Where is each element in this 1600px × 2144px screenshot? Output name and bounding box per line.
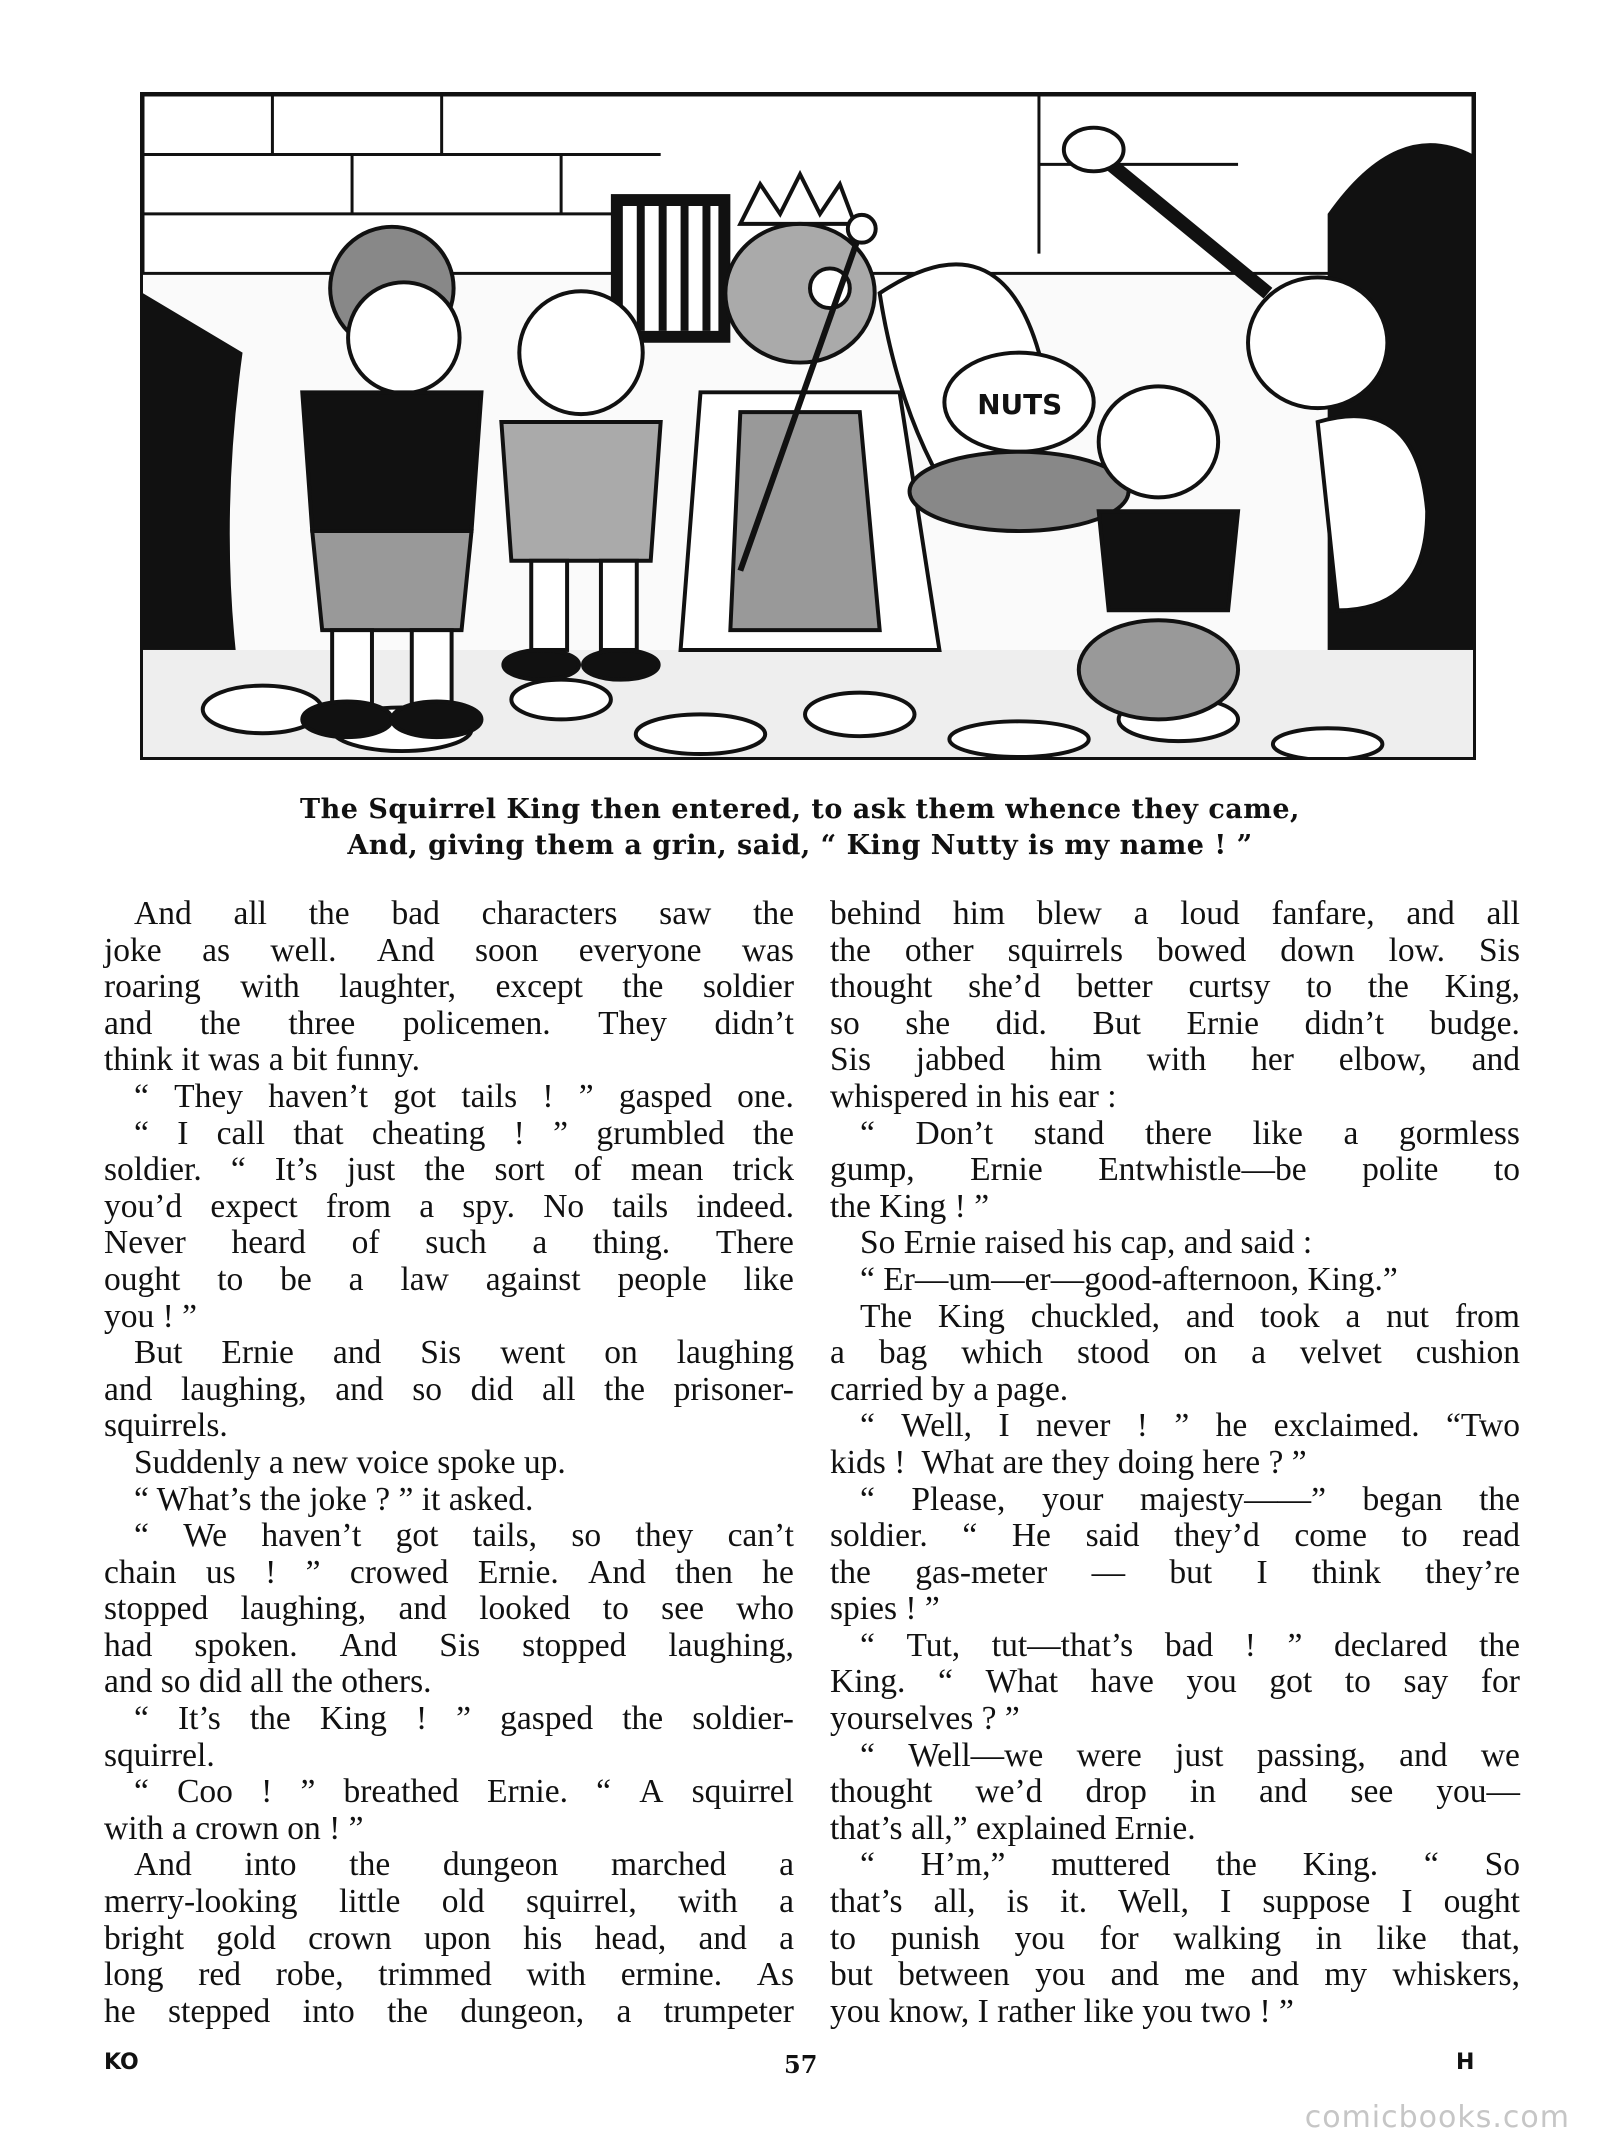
text-line: joke as well. And soon everyone was [104, 931, 794, 969]
text-line: the other squirrels bowed down low. Sis [830, 931, 1520, 969]
text-line: but between you and me and my whiskers, [830, 1956, 1520, 1994]
text-line: King. “ What have you got to say for [830, 1663, 1520, 1701]
illustration-drawing [143, 95, 1473, 757]
footer-left-mark: KO [104, 2050, 139, 2075]
text-line: you know, I rather like you two ! ” [830, 1992, 1294, 2030]
text-line: “ Don’t stand there like a gormless [860, 1114, 1520, 1152]
text-line: “ Coo ! ” breathed Ernie. “ A squirrel [134, 1773, 794, 1811]
text-line: with a crown on ! ” [104, 1809, 364, 1847]
text-line: roaring with laughter, except the soldier [104, 968, 794, 1006]
text-line: “ Er—um—er—good-afternoon, King.” [860, 1260, 1398, 1298]
text-line: and laughing, and so did all the prisoner- [104, 1370, 794, 1408]
footer-right-mark: H [1456, 2050, 1475, 2075]
text-line: thought we’d drop in and see you— [830, 1773, 1520, 1811]
watermark: comicbooks.com [1304, 2100, 1570, 2135]
text-line: think it was a bit funny. [104, 1041, 421, 1079]
page-number: 57 [784, 2050, 818, 2079]
text-line: ought to be a law against people like [104, 1260, 794, 1298]
text-line: Never heard of such a thing. There [104, 1224, 794, 1262]
text-line: the gas-meter — but I think they’re [830, 1553, 1520, 1591]
text-line: So Ernie raised his cap, and said : [860, 1224, 1313, 1262]
text-line: soldier. “ He said they’d come to read [830, 1517, 1520, 1555]
text-line: Suddenly a new voice spoke up. [134, 1443, 566, 1481]
sis-figure [501, 291, 660, 679]
text-line: kids ! What are they doing here ? ” [830, 1443, 1307, 1481]
text-line: “ Well—we were just passing, and we [860, 1736, 1520, 1774]
text-line: behind him blew a loud fanfare, and all [830, 895, 1520, 932]
text-line: gump, Ernie Entwhistle—be polite to [830, 1151, 1520, 1189]
text-line: carried by a page. [830, 1370, 1069, 1408]
text-line: and so did all the others. [104, 1663, 432, 1701]
text-line: Sis jabbed him with her elbow, and [830, 1041, 1520, 1079]
text-line: so she did. But Ernie didn’t budge. [830, 1004, 1520, 1042]
text-line: that’s all, is it. Well, I suppose I ought [830, 1883, 1520, 1921]
text-line: “ What’s the joke ? ” it asked. [134, 1480, 534, 1518]
text-line: to punish you for walking in like that, [830, 1919, 1520, 1957]
text-line: you’d expect from a spy. No tails indeed. [104, 1187, 794, 1225]
text-line: bright gold crown upon his head, and a [104, 1919, 794, 1957]
text-line: “ Well, I never ! ” he exclaimed. “Two [860, 1407, 1520, 1445]
text-line: “ They haven’t got tails ! ” gasped one. [134, 1077, 794, 1115]
text-line: And all the bad characters saw the [134, 895, 794, 932]
text-line: And into the dungeon marched a [134, 1846, 794, 1884]
text-line: whispered in his ear : [830, 1077, 1117, 1115]
caption-line: The Squirrel King then entered, to ask them whence they came, [300, 794, 1300, 825]
text-line: “ We haven’t got tails, so they can’t [134, 1517, 794, 1555]
text-line: and the three policemen. They didn’t [104, 1004, 794, 1042]
text-line: spies ! ” [830, 1590, 940, 1628]
text-line: soldier. “ It’s just the sort of mean trick [104, 1151, 794, 1189]
text-line: merry-looking little old squirrel, with a [104, 1883, 794, 1921]
text-line: But Ernie and Sis went on laughing [134, 1334, 794, 1372]
text-line: “ Tut, tut—that’s bad ! ” declared the [860, 1626, 1520, 1664]
text-line: “ It’s the King ! ” gasped the soldier- [134, 1700, 794, 1738]
text-line: a bag which stood on a velvet cushion [830, 1334, 1520, 1372]
dungeon-illustration [140, 92, 1476, 760]
text-line: had spoken. And Sis stopped laughing, [104, 1626, 794, 1664]
text-line: thought she’d better curtsy to the King, [830, 968, 1520, 1006]
text-line: you ! ” [104, 1297, 198, 1335]
text-line: squirrel. [104, 1736, 215, 1774]
text-line: the King ! ” [830, 1187, 990, 1225]
illustration-caption [200, 792, 1400, 864]
text-line: “ Please, your majesty——” began the [860, 1480, 1520, 1518]
nuts-bag-label: NUTS [977, 388, 1063, 422]
left-text-column [104, 896, 794, 2030]
caption-line: And, giving them a grin, said, “ King Nutty is my name ! ” [347, 830, 1253, 861]
text-line: squirrels. [104, 1407, 228, 1445]
text-line: “ H’m,” muttered the King. “ So [860, 1846, 1520, 1884]
text-line: stopped laughing, and looked to see who [104, 1590, 794, 1628]
text-line: that’s all,” explained Ernie. [830, 1809, 1196, 1847]
text-line: yourselves ? ” [830, 1700, 1020, 1738]
text-line: “ I call that cheating ! ” grumbled the [134, 1114, 794, 1152]
text-line: chain us ! ” crowed Ernie. And then he [104, 1553, 794, 1591]
text-line: The King chuckled, and took a nut from [860, 1297, 1520, 1335]
right-text-column [830, 896, 1520, 2030]
text-line: long red robe, trimmed with ermine. As [104, 1956, 794, 1994]
text-line: he stepped into the dungeon, a trumpeter [104, 1992, 794, 2030]
